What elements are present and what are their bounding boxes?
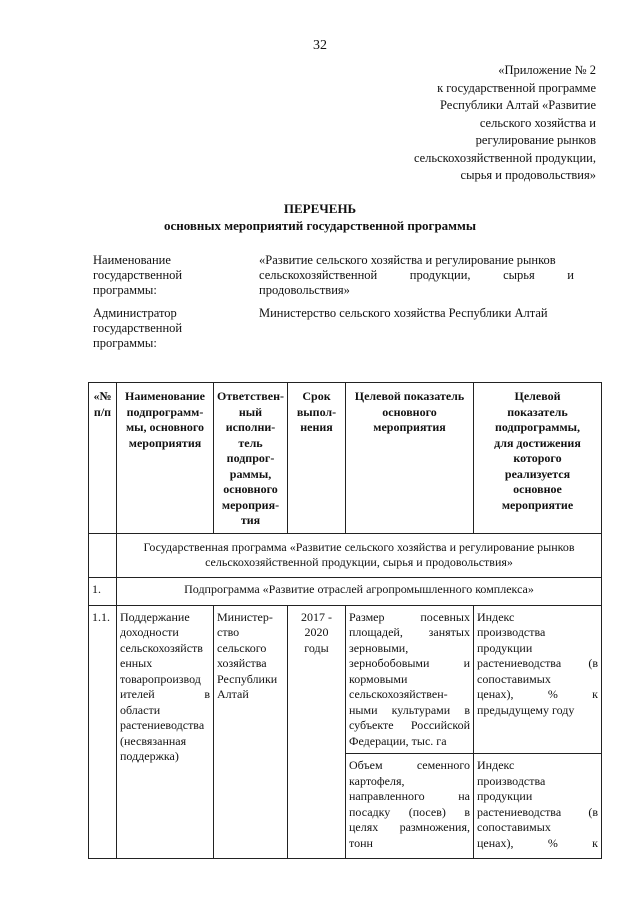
text-line: поддержка) xyxy=(120,749,179,763)
title-heading: ПЕРЕЧЕНЬ xyxy=(283,201,357,216)
label-line: государственной xyxy=(93,268,183,282)
program-name-line: продовольствия» xyxy=(259,283,350,297)
label-line: Администратор xyxy=(93,306,177,320)
text-line: (несвязанная xyxy=(120,733,187,748)
text-line: картофеля, xyxy=(349,773,405,788)
program-name-value xyxy=(259,253,574,298)
text-line: растениеводства xyxy=(120,718,205,732)
text-line: ство xyxy=(217,625,240,639)
program-name-line xyxy=(259,268,574,283)
word: зернобобовыми xyxy=(349,656,430,670)
text-line: 2017 - xyxy=(301,609,332,624)
word: % xyxy=(547,687,558,701)
header-num xyxy=(89,383,117,534)
appendix-line: «Приложение № 2 xyxy=(498,63,596,77)
text-line: сельскохозяйств xyxy=(120,640,203,655)
text-line: кормовыми xyxy=(349,671,408,686)
indicator-cell xyxy=(346,754,474,859)
administrator-value: Министерство сельского хозяйства Республики Алтай xyxy=(259,306,548,320)
text-line xyxy=(477,836,598,852)
word: продукции, xyxy=(409,268,471,282)
text-line: мероприятия xyxy=(373,420,446,434)
text-line: зерновыми, xyxy=(349,640,409,655)
subprogram-row xyxy=(89,577,602,605)
text-line: продукции xyxy=(477,789,533,803)
text-line: Целевой показатель xyxy=(354,389,465,403)
text-line: производства xyxy=(477,625,546,639)
text-line: сельского xyxy=(217,640,267,655)
text-line: подпрограммы, xyxy=(494,420,581,434)
text-line: основное xyxy=(513,482,562,496)
table-header-row xyxy=(89,383,602,534)
text-line: сопоставимых xyxy=(477,671,551,686)
word: посадку xyxy=(349,804,391,819)
word: размножения, xyxy=(399,820,470,834)
text-line: раммы, xyxy=(229,466,272,481)
text-line xyxy=(349,625,470,641)
word: ценах), xyxy=(477,687,514,701)
word: (посев) xyxy=(408,804,446,819)
target-cell xyxy=(474,754,602,859)
text-line: Поддержание xyxy=(120,609,190,624)
text-line: п/п xyxy=(93,404,112,419)
text-line: годы xyxy=(304,640,329,655)
text-line: Индекс xyxy=(477,758,515,772)
text-line: для достижения xyxy=(494,435,581,450)
appendix-line: сельского хозяйства и xyxy=(479,115,596,130)
header-period xyxy=(288,383,346,534)
word: растениеводства xyxy=(477,804,562,819)
text-line: исполни- xyxy=(225,420,276,434)
text-line xyxy=(349,656,470,672)
header-indicator xyxy=(346,383,474,534)
word: субъекте xyxy=(349,718,394,732)
text-line xyxy=(349,789,470,805)
text-line: мероприятия xyxy=(128,435,202,450)
text-line: «№ xyxy=(93,389,112,403)
header-target xyxy=(474,383,602,534)
word: в xyxy=(464,804,470,819)
text-line: реализуется xyxy=(504,466,571,481)
text-line xyxy=(477,687,598,703)
text-line: показатель xyxy=(507,404,568,419)
text-line: товаропроизвод xyxy=(120,671,201,686)
text-line xyxy=(120,687,210,703)
text-line xyxy=(477,656,598,672)
text-line: основного xyxy=(223,482,278,496)
header-executor xyxy=(214,383,288,534)
text-line: подпрограмм- xyxy=(126,404,204,419)
subprogram-num: 1. xyxy=(89,577,117,605)
row-num: 1.1. xyxy=(89,605,117,859)
word: ными xyxy=(349,702,378,717)
text-line: основного xyxy=(382,404,437,419)
measures-table xyxy=(88,382,602,859)
word: к xyxy=(592,687,598,701)
text-line xyxy=(349,718,470,734)
word: культурами xyxy=(391,702,451,717)
target-cell xyxy=(474,605,602,754)
text-line: которого xyxy=(513,451,562,465)
title-subheading: основных мероприятий государственной программы xyxy=(163,218,477,233)
text-line: мы, основного xyxy=(125,420,205,434)
administrator-label xyxy=(93,306,243,351)
text-line xyxy=(349,610,470,626)
text-line xyxy=(349,703,470,719)
label-line: Наименование xyxy=(93,253,171,267)
text-line: Срок xyxy=(302,389,331,403)
program-name-label xyxy=(93,253,243,298)
text-line: производства xyxy=(477,773,546,788)
text-line: Целевой xyxy=(514,389,561,403)
text-line: тонн xyxy=(349,835,373,850)
text-line: Индекс xyxy=(477,609,515,624)
text-line: Наименование xyxy=(125,389,205,403)
page-number: 32 xyxy=(313,38,327,53)
text-line: продукции xyxy=(477,640,533,655)
document-title xyxy=(0,200,640,234)
text-line: сопоставимых xyxy=(477,820,551,834)
word: ителей xyxy=(120,687,155,701)
text-line: ный xyxy=(238,404,263,419)
word: (в xyxy=(588,656,598,670)
text-line xyxy=(349,758,470,774)
appendix-line: сельскохозяйственной продукции, xyxy=(413,150,596,165)
word: целях xyxy=(349,820,379,834)
word: ценах), xyxy=(477,835,514,850)
appendix-line: сырья и продовольствия» xyxy=(460,168,596,182)
text-line: Федерации, тыс. га xyxy=(349,733,447,748)
text-line: 2020 xyxy=(304,625,329,639)
text-line: хозяйства xyxy=(217,656,267,670)
word: в xyxy=(464,702,470,717)
appendix-note xyxy=(366,62,596,185)
header-name xyxy=(117,383,214,534)
text-line: доходности xyxy=(120,625,179,639)
text-line: Алтай xyxy=(217,687,249,701)
label-line: государственной xyxy=(93,321,183,335)
appendix-line: к государственной программе xyxy=(437,80,596,95)
program-name-line: «Развитие сельского хозяйства и регулирование рынков xyxy=(259,253,556,267)
text-line: сельскохозяйствен- xyxy=(349,687,448,701)
text-line xyxy=(349,820,470,836)
word: к xyxy=(592,835,598,850)
word: % xyxy=(547,835,558,850)
word: семенного xyxy=(416,758,470,772)
word: Объем xyxy=(349,758,383,772)
label-line: программы: xyxy=(93,283,157,297)
table-row xyxy=(89,605,602,754)
state-program-text: Государственная программа «Развитие сельского хозяйства и регулирование рынков сельскохозяйственной продукции, сырья и продовольствия» xyxy=(117,533,602,577)
text-line: Министер- xyxy=(217,609,273,624)
text-line: предыдущему году xyxy=(477,702,575,717)
text-line: мероприятие xyxy=(501,497,574,512)
word: Российской xyxy=(410,718,470,732)
word: в xyxy=(204,687,210,701)
state-program-row xyxy=(89,533,602,577)
subprogram-text: Подпрограмма «Развитие отраслей агропромышленного комплекса» xyxy=(117,577,602,605)
text-line: енных xyxy=(120,656,153,670)
text-line xyxy=(349,805,470,821)
text-line: тель xyxy=(238,435,263,450)
word: занятых xyxy=(428,625,470,639)
text-line: выпол- xyxy=(296,404,337,419)
appendix-line: Республики Алтай «Развитие xyxy=(439,98,596,112)
text-line: нения xyxy=(300,420,333,434)
row-name xyxy=(117,605,214,859)
word: (в xyxy=(588,804,598,819)
word: посевных xyxy=(420,609,470,624)
text-line: Ответствен- xyxy=(217,389,285,403)
text-line: Республики xyxy=(217,671,278,686)
word: и xyxy=(463,656,470,670)
word: сельскохозяйственной xyxy=(259,268,378,282)
word: сырья xyxy=(503,268,535,282)
row-executor xyxy=(214,605,288,859)
text-line: мероприя- xyxy=(221,497,280,512)
text-line xyxy=(477,805,598,821)
row-period xyxy=(288,605,346,859)
word: Размер xyxy=(349,609,385,624)
word: направленного xyxy=(349,789,425,803)
table-cell xyxy=(89,533,117,577)
indicator-cell xyxy=(346,605,474,754)
label-line: программы: xyxy=(93,336,157,350)
text-line: области xyxy=(120,702,161,717)
word: растениеводства xyxy=(477,656,562,670)
word: и xyxy=(567,268,574,282)
appendix-line: регулирование рынков xyxy=(475,133,596,147)
word: площадей, xyxy=(349,625,403,639)
text-line: тия xyxy=(240,513,261,527)
word: на xyxy=(458,789,470,803)
text-line: подпрог- xyxy=(226,451,275,465)
